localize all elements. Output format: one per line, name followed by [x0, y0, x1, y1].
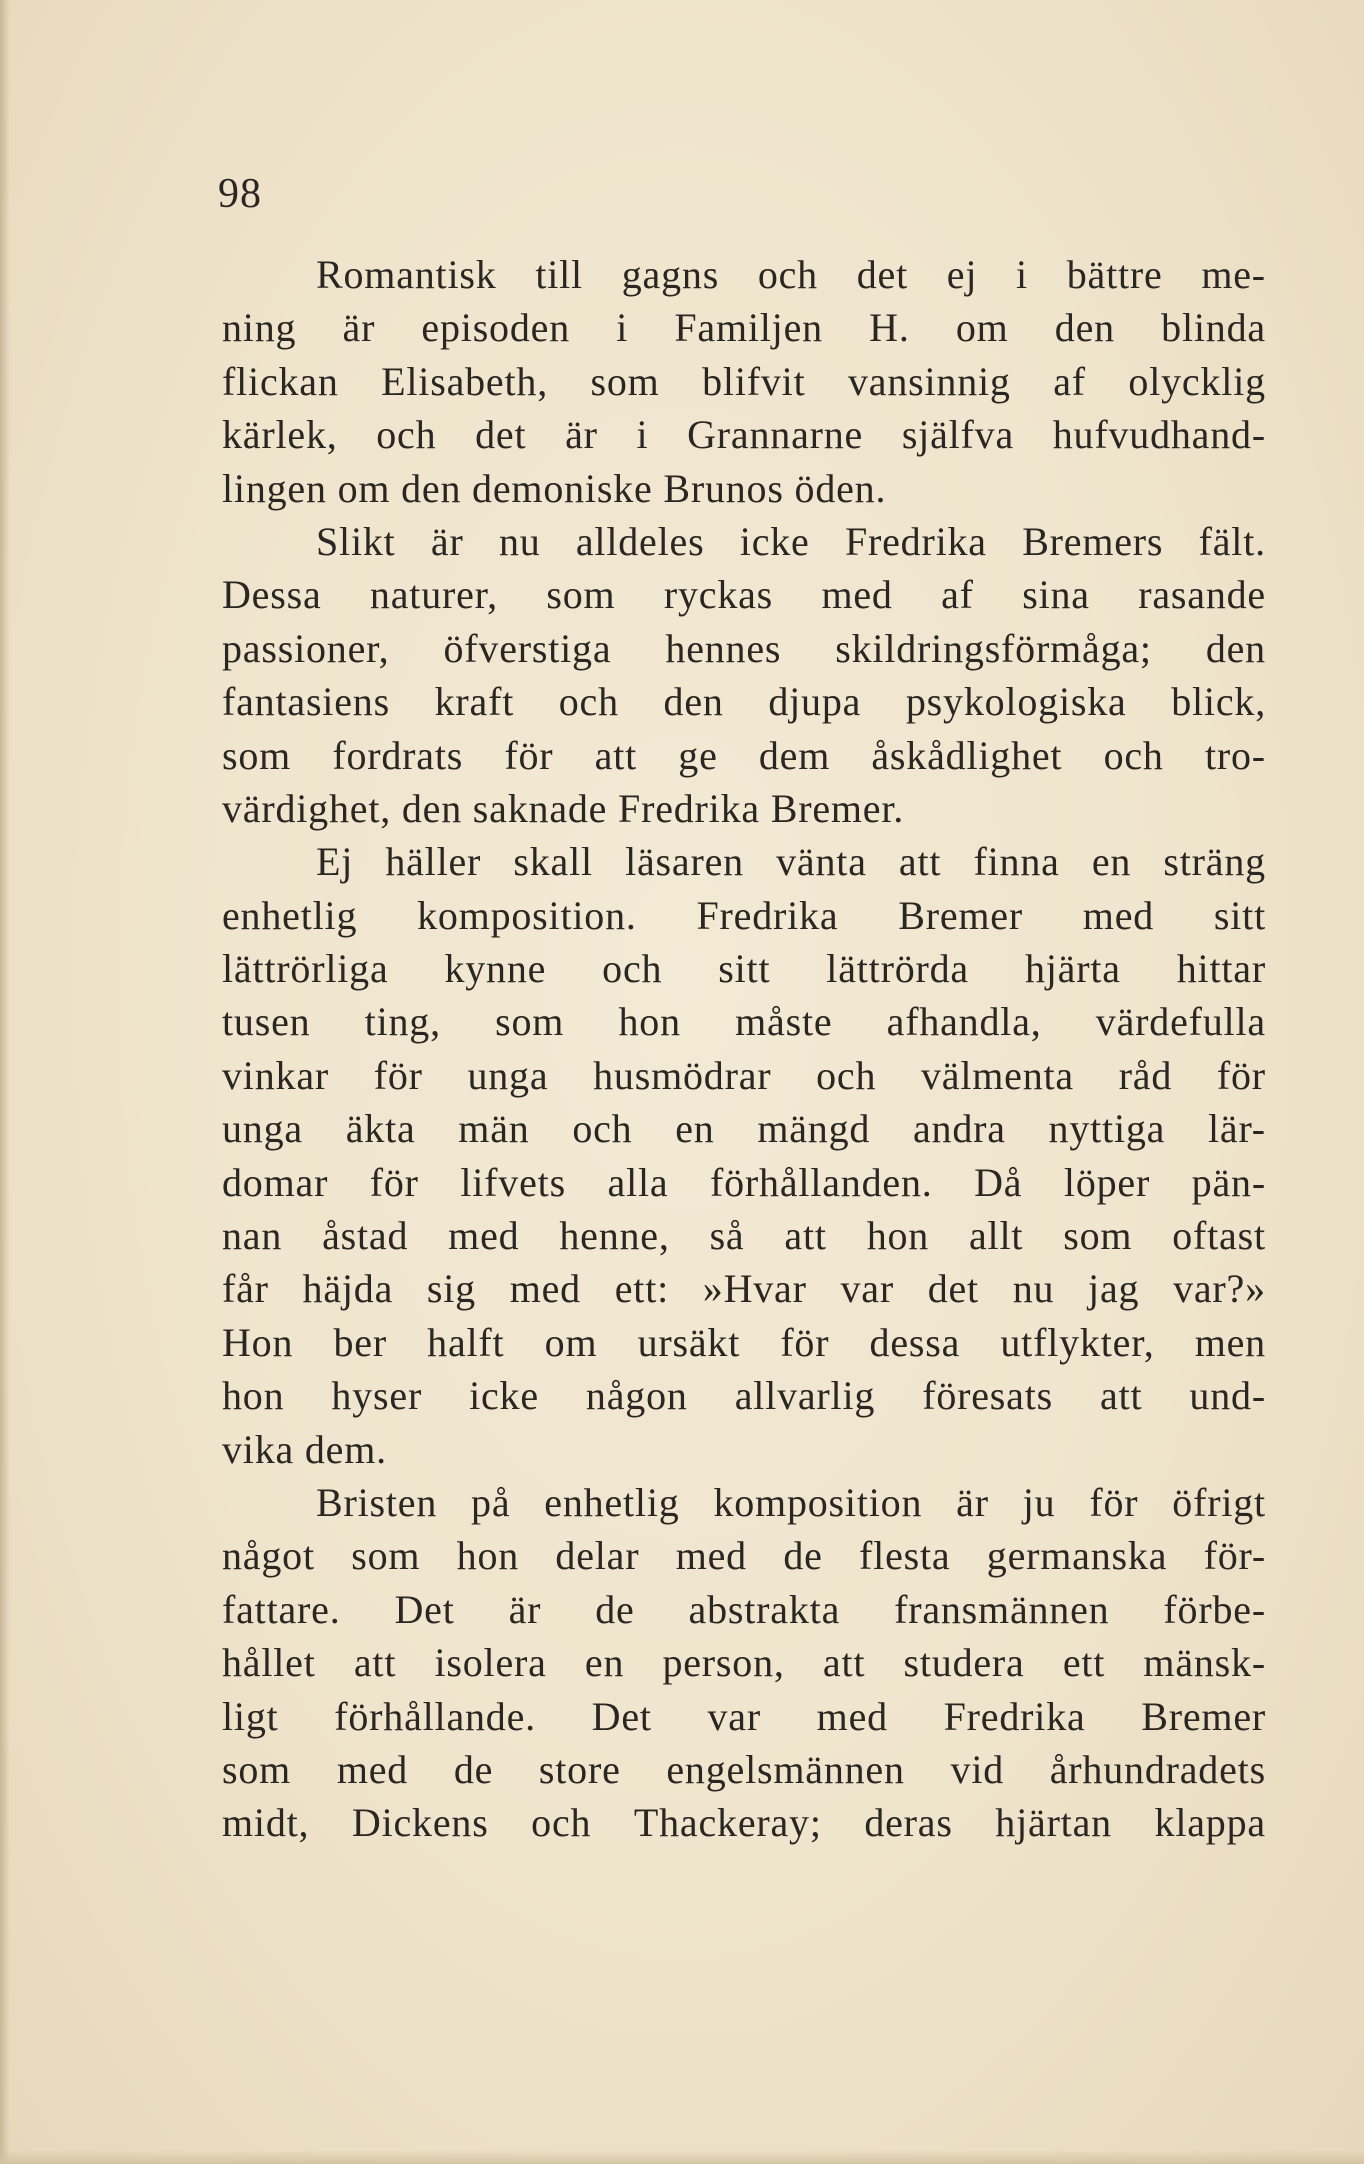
- text-line: Ej häller skall läsaren vänta att finna en sträng: [316, 839, 1266, 885]
- text-line: nan åstad med henne, så att hon allt som oftast: [222, 1213, 1266, 1259]
- text-line: ning är episoden i Familjen H. om den blinda: [222, 305, 1266, 351]
- text-line: ligt förhållande. Det var med Fredrika Bremer: [222, 1693, 1266, 1739]
- text-line: fattare. Det är de abstrakta fransmännen förbe-: [222, 1586, 1266, 1632]
- text-line: som fordrats för att ge dem åskådlighet och tro-: [222, 732, 1266, 778]
- text-line: passioner, öfverstiga hennes skildringsförmåga; den: [222, 625, 1266, 671]
- text-line: domar för lifvets alla förhållanden. Då löper pän-: [222, 1159, 1266, 1205]
- text-line: unga äkta män och en mängd andra nyttiga lär-: [222, 1106, 1266, 1152]
- text-line: midt, Dickens och Thackeray; deras hjärtan klappa: [222, 1800, 1266, 1846]
- text-line: flickan Elisabeth, som blifvit vansinnig af olycklig: [222, 358, 1266, 404]
- text-line: lingen om den demoniske Brunos öden.: [222, 465, 887, 511]
- text-line: Dessa naturer, som ryckas med af sina rasande: [222, 572, 1266, 618]
- text-line: får häjda sig med ett: »Hvar var det nu jag var?»: [222, 1266, 1266, 1312]
- text-line: Bristen på enhetlig komposition är ju för öfrigt: [316, 1479, 1266, 1525]
- page-edge-shadow: [0, 0, 10, 2164]
- text-line: hållet att isolera en person, att studera ett mänsk-: [222, 1640, 1266, 1686]
- text-line: något som hon delar med de flesta germanska för-: [222, 1533, 1266, 1579]
- text-line: Hon ber halft om ursäkt för dessa utflykter, men: [222, 1319, 1266, 1365]
- text-line: som med de store engelsmännen vid århundradets: [222, 1746, 1266, 1792]
- text-line: kärlek, och det är i Grannarne själfva hufvudhand-: [222, 412, 1266, 458]
- page-number: 98: [218, 171, 262, 217]
- text-line: värdighet, den saknade Fredrika Bremer.: [222, 785, 905, 831]
- text-line: tusen ting, som hon måste afhandla, värdefulla: [222, 999, 1266, 1045]
- page-bottom-shadow: [0, 2150, 1364, 2164]
- text-line: Slikt är nu alldeles icke Fredrika Bremers fält.: [316, 518, 1266, 564]
- text-line: hon hyser icke någon allvarlig föresats att und-: [222, 1373, 1266, 1419]
- text-line: lättrörliga kynne och sitt lättrörda hjärta hittar: [222, 946, 1266, 992]
- text-line: fantasiens kraft och den djupa psykologiska blick,: [222, 679, 1266, 725]
- text-line: enhetlig komposition. Fredrika Bremer med sitt: [222, 892, 1266, 938]
- text-line: Romantisk till gagns och det ej i bättre me-: [316, 252, 1266, 297]
- text-line: vika dem.: [222, 1426, 387, 1472]
- body-text: [222, 248, 1266, 1850]
- text-line: vinkar för unga husmödrar och välmenta råd för: [222, 1052, 1266, 1098]
